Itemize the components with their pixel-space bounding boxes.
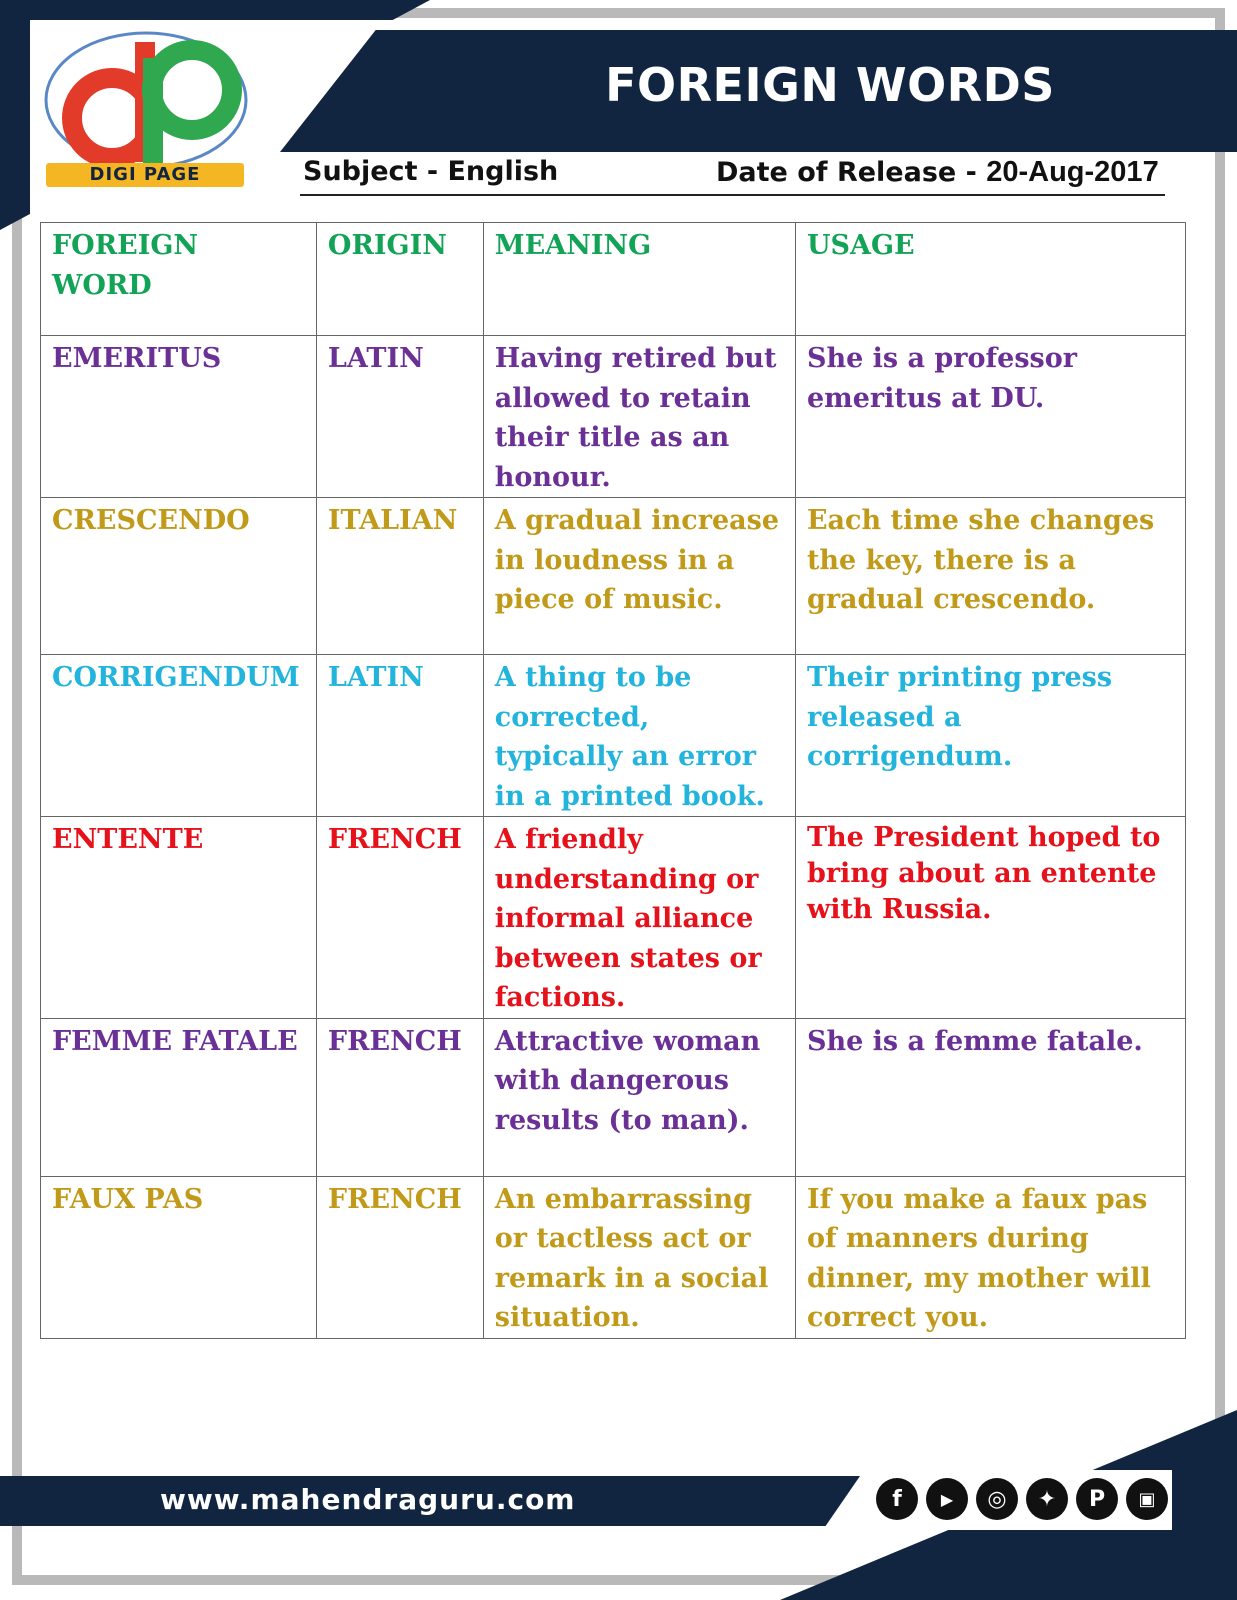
origin-cell: LATIN: [316, 336, 483, 498]
origin-cell: FRENCH: [316, 1176, 483, 1338]
table-row: [41, 1018, 1186, 1176]
origin-cell: FRENCH: [316, 1018, 483, 1176]
word-cell: CORRIGENDUM: [41, 655, 317, 817]
usage-cell: Each time she changes the key, there is a gradual crescendo.: [795, 498, 1185, 655]
usage-cell: She is a professor emeritus at DU.: [795, 336, 1185, 498]
website-link[interactable]: www.mahendraguru.com: [160, 1483, 576, 1516]
header-foreign-word: FOREIGN WORD: [41, 223, 317, 336]
youtube-icon[interactable]: ▶: [926, 1478, 968, 1520]
instagram-icon[interactable]: ◎: [976, 1478, 1018, 1520]
meaning-cell: Having retired but allowed to retain their title as an honour.: [483, 336, 795, 498]
table-row: [41, 817, 1186, 1019]
word-cell: CRESCENDO: [41, 498, 317, 655]
foreign-words-table: [40, 222, 1186, 1339]
usage-cell: Their printing press released a corrigendum.: [795, 655, 1185, 817]
word-cell: ENTENTE: [41, 817, 317, 1019]
header-divider: [300, 194, 1165, 196]
pinterest-icon[interactable]: P: [1076, 1478, 1118, 1520]
twitter-icon[interactable]: ✦: [1026, 1478, 1068, 1520]
android-icon[interactable]: ▣: [1126, 1478, 1168, 1520]
release-info: [716, 156, 1159, 189]
table-row: [41, 1176, 1186, 1338]
origin-cell: LATIN: [316, 655, 483, 817]
release-date: 20-Aug-2017: [986, 156, 1159, 188]
header-usage: USAGE: [795, 223, 1185, 336]
origin-cell: FRENCH: [316, 817, 483, 1019]
word-cell: EMERITUS: [41, 336, 317, 498]
meaning-cell: Attractive woman with dangerous results (to man).: [483, 1018, 795, 1176]
meaning-cell: A friendly understanding or informal alliance between states or factions.: [483, 817, 795, 1019]
release-label: Date of Release -: [716, 157, 987, 188]
header-meaning: MEANING: [483, 223, 795, 336]
table-row: [41, 498, 1186, 655]
meaning-cell: A thing to be corrected, typically an error in a printed book.: [483, 655, 795, 817]
meaning-cell: An embarrassing or tactless act or remark in a social situation.: [483, 1176, 795, 1338]
word-cell: FEMME FATALE: [41, 1018, 317, 1176]
logo-badge: DIGI PAGE: [46, 163, 244, 187]
table-row: [41, 336, 1186, 498]
table-header-row: [41, 223, 1186, 336]
header-origin: ORIGIN: [316, 223, 483, 336]
social-icons: [876, 1478, 1168, 1520]
origin-cell: ITALIAN: [316, 498, 483, 655]
subject-label: Subject - English: [303, 156, 559, 187]
usage-cell: The President hoped to bring about an entente with Russia.: [795, 817, 1185, 1019]
page-title: FOREIGN WORDS: [605, 58, 1055, 112]
facebook-icon[interactable]: f: [876, 1478, 918, 1520]
meaning-cell: A gradual increase in loudness in a piece of music.: [483, 498, 795, 655]
usage-cell: She is a femme fatale.: [795, 1018, 1185, 1176]
usage-cell: If you make a faux pas of manners during dinner, my mother will correct you.: [795, 1176, 1185, 1338]
table-row: [41, 655, 1186, 817]
word-cell: FAUX PAS: [41, 1176, 317, 1338]
